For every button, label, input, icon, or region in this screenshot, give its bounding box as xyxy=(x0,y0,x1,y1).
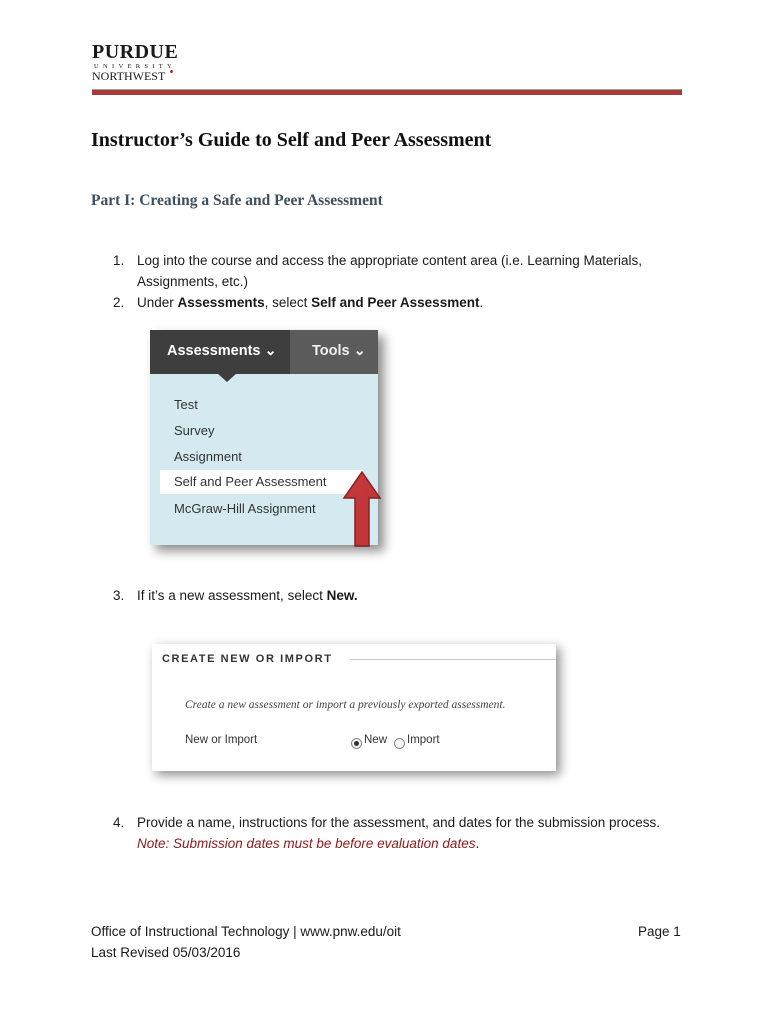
section-heading: CREATE NEW OR IMPORT xyxy=(162,653,333,665)
logo-purdue: PURDUE xyxy=(92,41,179,63)
new-or-import-label: New or Import xyxy=(185,734,258,746)
step-text: Provide a name, instructions for the assessment, and dates for the submission process. Note: Submission dates must be before evaluation dates. xyxy=(137,815,661,851)
step-4 xyxy=(113,812,673,854)
radio-selected-dot xyxy=(354,741,359,746)
assessments-tab-label: Assessments ⌄ xyxy=(167,343,277,359)
document-title: Instructor’s Guide to Self and Peer Assessment xyxy=(91,129,492,151)
step-number: 4. xyxy=(113,815,125,830)
step-3 xyxy=(113,585,673,606)
radio-new-label: New xyxy=(364,734,388,746)
menu-pointer xyxy=(217,373,237,382)
footer-revised: Last Revised 05/03/2016 xyxy=(91,945,241,960)
red-arrow-icon xyxy=(338,468,386,548)
chevron-down-icon: ⌄ xyxy=(353,343,366,359)
radio-new[interactable] xyxy=(351,738,362,749)
footer-left xyxy=(91,921,401,963)
step-1 xyxy=(113,250,673,292)
logo-northwest: NORTHWEST xyxy=(92,69,166,83)
bold-assessments: Assessments xyxy=(177,295,265,310)
step-number: 3. xyxy=(113,588,125,603)
radio-import-label: Import xyxy=(407,734,440,746)
menu-item-mcgraw-hill-assignment[interactable]: McGraw-Hill Assignment xyxy=(174,501,316,516)
chevron-down-icon: ⌄ xyxy=(264,343,277,359)
logo-dot xyxy=(170,70,173,73)
menu-item-test[interactable]: Test xyxy=(174,397,198,412)
step-number: 1. xyxy=(113,253,125,268)
step-text: Log into the course and access the appropriate content area (i.e. Learning Materials, Assignments, etc.) xyxy=(137,253,643,289)
step-2 xyxy=(113,292,673,313)
step-text: If it’s a new assessment, select New. xyxy=(137,588,358,603)
note-text: Note: Submission dates must be before evaluation dates xyxy=(137,836,476,851)
menu-item-self-and-peer-assessment[interactable]: Self and Peer Assessment xyxy=(160,470,363,494)
heading-divider xyxy=(350,659,556,660)
tools-tab[interactable] xyxy=(292,330,378,374)
radio-import[interactable] xyxy=(394,738,405,749)
logo-university: UNIVERSITY xyxy=(94,63,176,70)
assessments-menu-screenshot xyxy=(150,330,378,545)
tools-tab-label: Tools ⌄ xyxy=(312,343,366,359)
part-title: Part I: Creating a Safe and Peer Assessment xyxy=(91,192,383,209)
footer-page-number: Page 1 xyxy=(638,924,681,939)
header-rule-red xyxy=(92,90,682,95)
assessments-tab[interactable] xyxy=(150,330,290,374)
bold-self-peer: Self and Peer Assessment xyxy=(311,295,480,310)
create-new-or-import-screenshot xyxy=(152,644,556,771)
section-description: Create a new assessment or import a previously exported assessment. xyxy=(185,699,506,711)
bold-new: New. xyxy=(326,588,358,603)
menu-item-assignment[interactable]: Assignment xyxy=(174,449,242,464)
menu-item-survey[interactable]: Survey xyxy=(174,423,215,438)
footer-office: Office of Instructional Technology | www.pnw.edu/oit xyxy=(91,924,401,939)
step-number: 2. xyxy=(113,295,125,310)
step-text: Under Assessments, select Self and Peer Assessment. xyxy=(137,295,484,310)
purdue-northwest-logo xyxy=(92,42,212,83)
